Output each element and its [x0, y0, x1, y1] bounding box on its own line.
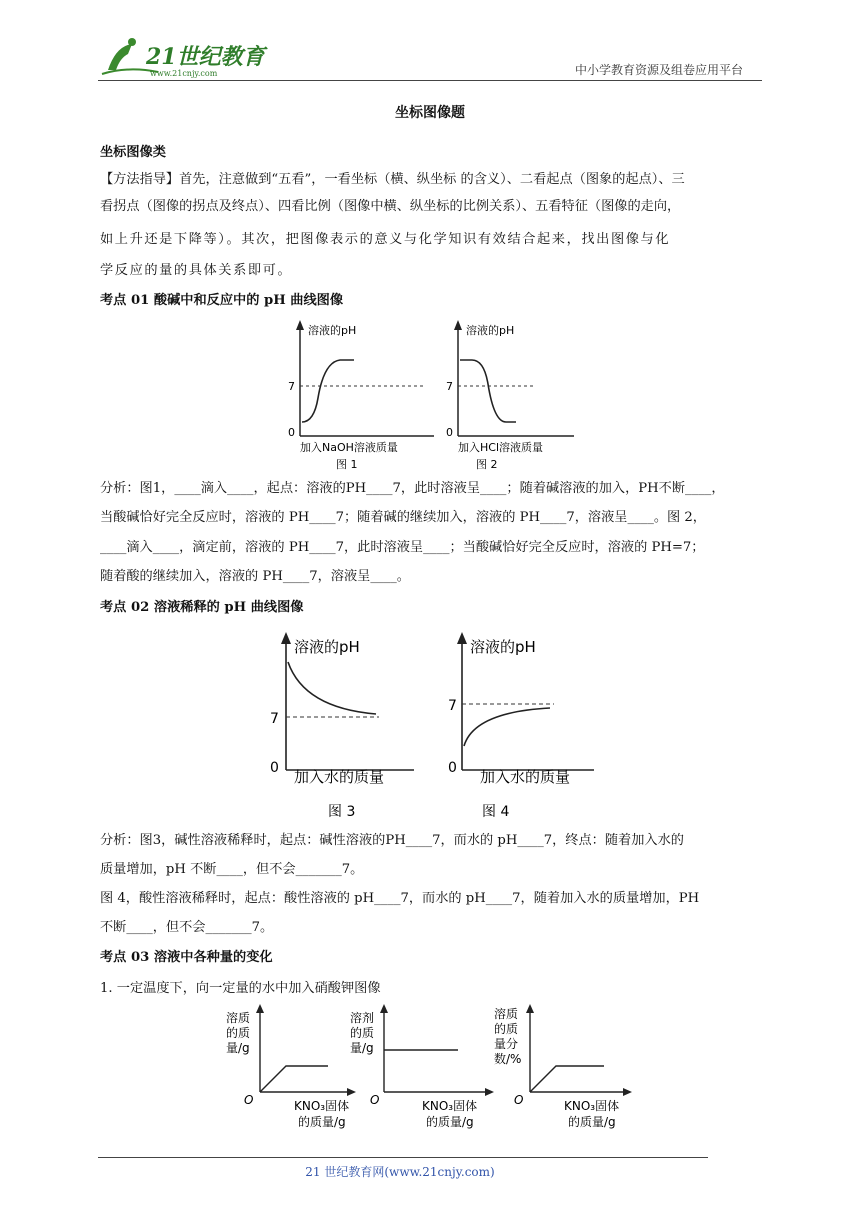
fig-solvent-mass [350, 1004, 494, 1129]
logo-text: 21世纪教育 [146, 44, 265, 70]
kp1-analysis-4: 随着酸的继续加入，溶液的 PH____7，溶液呈____。 [100, 569, 410, 584]
svg-text:的质量/g: 的质量/g [568, 1115, 616, 1129]
figure-1-2 [284, 318, 584, 477]
fig3-xlabel: 加入水的质量 [294, 768, 385, 786]
header-right-text: 中小学教育资源及组卷应用平台 [575, 63, 744, 77]
svg-text:KNO₃固体: KNO₃固体 [422, 1099, 478, 1113]
fig4-seven: 7 [448, 698, 457, 714]
fig4-caption: 图 4 [482, 804, 510, 820]
kp1-analysis-3: ____滴入____，滴定前，溶液的 PH____7，此时溶液呈____；当酸碱恰好完全反应时，溶液的 PH=7； [100, 540, 705, 555]
svg-text:数/%: 数/% [494, 1052, 522, 1066]
svg-text:的质: 的质 [494, 1022, 519, 1036]
svg-text:KNO₃固体: KNO₃固体 [564, 1099, 620, 1113]
kp2-analysis-4: 不断____，但不会_______7。 [100, 920, 274, 935]
kp1-analysis-2: 当酸碱恰好完全反应时，溶液的 PH____7；随着碱的继续加入，溶液的 PH____7，溶液呈____。图 2， [100, 510, 706, 525]
kp2-analysis-2: 质量增加，pH 不断____，但不会_______7。 [100, 862, 364, 877]
fig1-caption: 图 1 [336, 458, 358, 471]
fig2-ylabel: 溶液的pH [466, 324, 515, 337]
kp3-heading: 考点 03 溶液中各种量的变化 [100, 950, 273, 965]
header-divider [98, 80, 762, 81]
kp3-item-1: 1. 一定温度下，向一定量的水中加入硝酸钾图像 [100, 981, 381, 996]
kp2-analysis-1: 分析：图3，碱性溶液稀释时，起点：碱性溶液的PH____7，而水的 pH____7，终点：随着加入水的 [100, 833, 684, 848]
fig3-seven: 7 [270, 711, 279, 727]
fig1-xlabel: 加入NaOH溶液质量 [300, 441, 398, 454]
svg-text:的质量/g: 的质量/g [426, 1115, 474, 1129]
section-heading: 坐标图像类 [100, 145, 166, 160]
figure-3-4 [264, 630, 604, 829]
fig3-zero: 0 [270, 760, 279, 776]
svg-text:O: O [514, 1093, 524, 1107]
fig-solute-mass [226, 1004, 356, 1129]
fig1-zero: 0 [288, 426, 295, 439]
svg-text:量分: 量分 [494, 1037, 519, 1051]
svg-text:溶质: 溶质 [494, 1007, 519, 1021]
fig1-ylabel: 溶液的pH [308, 324, 357, 337]
fig2-caption: 图 2 [476, 458, 498, 471]
footer-divider [98, 1157, 708, 1158]
fig2-seven: 7 [446, 380, 453, 393]
fig3-ylabel: 溶液的pH [294, 638, 360, 656]
method-line-2: 看拐点（图像的拐点及终点）、四看比例（图像中横、纵坐标的比例关系）、五看特征（图像的走向， [100, 199, 681, 214]
figure-kno3 [220, 1004, 640, 1140]
footer-link[interactable]: 21 世纪教育网(www.21cnjy.com) [305, 1165, 495, 1179]
kp1-heading: 考点 01 酸碱中和反应中的 pH 曲线图像 [100, 293, 344, 308]
fig4-zero: 0 [448, 760, 457, 776]
fig4-xlabel: 加入水的质量 [480, 768, 571, 786]
method-line-1: 【方法指导】首先，注意做到“五看”，一看坐标（横、纵坐标 的含义）、二看起点（图象的起点）、三 [100, 172, 685, 187]
svg-text:O: O [370, 1093, 380, 1107]
site-logo [98, 36, 298, 80]
svg-text:量/g: 量/g [226, 1041, 250, 1055]
fig4-ylabel: 溶液的pH [470, 638, 536, 656]
kp1-analysis-1: 分析：图1，____滴入____，起点：溶液的PH____7，此时溶液呈____；随着碱溶液的加入，PH不断____， [100, 481, 725, 496]
svg-text:量/g: 量/g [350, 1041, 374, 1055]
logo-url: www.21cnjy.com [150, 69, 218, 78]
fig2-xlabel: 加入HCl溶液质量 [458, 441, 544, 454]
svg-text:溶质: 溶质 [226, 1011, 251, 1025]
fig-mass-fraction [494, 1004, 632, 1129]
kp2-analysis-3: 图 4，酸性溶液稀释时，起点：酸性溶液的 pH____7，而水的 pH____7，随着加入水的质量增加，PH [100, 891, 700, 906]
svg-text:的质量/g: 的质量/g [298, 1115, 346, 1129]
svg-text:溶剂: 溶剂 [350, 1011, 375, 1025]
svg-text:KNO₃固体: KNO₃固体 [294, 1099, 350, 1113]
svg-text:的质: 的质 [350, 1026, 375, 1040]
fig1-seven: 7 [288, 380, 295, 393]
fig2-zero: 0 [446, 426, 453, 439]
page-title: 坐标图像题 [395, 105, 465, 121]
svg-text:O: O [244, 1093, 254, 1107]
fig3-caption: 图 3 [328, 804, 356, 820]
method-line-3: 如上升还是下降等）。其次，把图像表示的意义与化学知识有效结合起来，找出图像与化 [100, 232, 671, 247]
svg-text:的质: 的质 [226, 1026, 251, 1040]
method-line-4: 学反应的量的具体关系即可。 [100, 263, 293, 278]
kp2-heading: 考点 02 溶液稀释的 pH 曲线图像 [100, 600, 304, 615]
